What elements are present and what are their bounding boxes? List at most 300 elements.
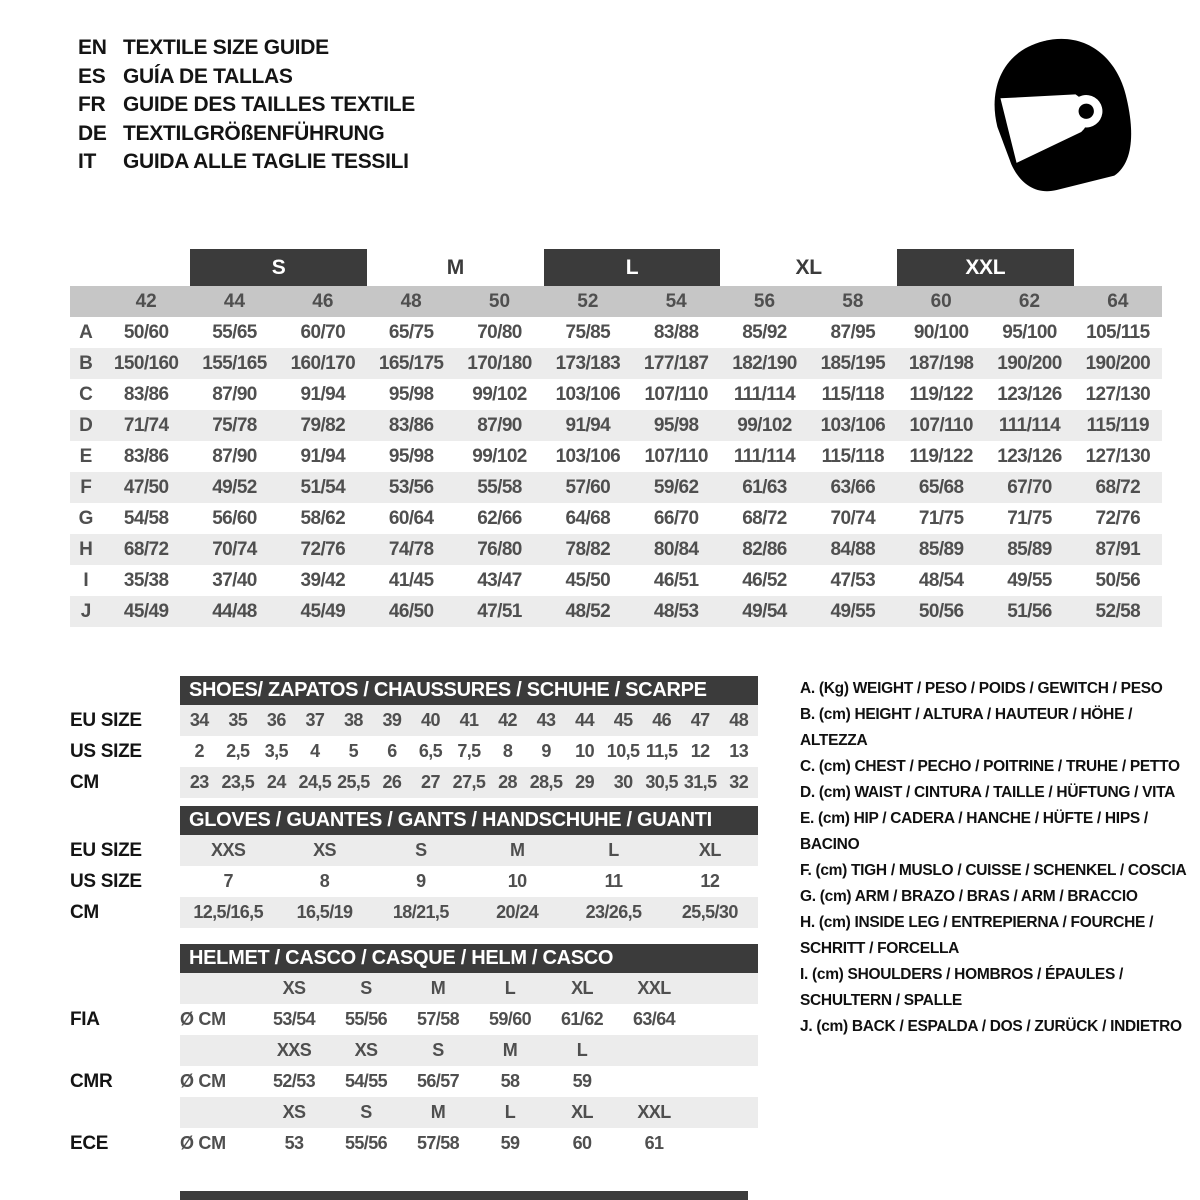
size-column-header: 56 (753, 290, 776, 312)
measurement-cell: 60/64 (388, 507, 434, 529)
helmet-sizes-row (70, 1097, 758, 1128)
shoes-value-cell: 37 (305, 710, 325, 730)
gloves-value-cell: L (608, 840, 619, 860)
shoes-value-cell: 28 (498, 772, 517, 792)
language-row (78, 120, 415, 149)
measurement-cell: 84/88 (830, 538, 876, 560)
measurement-cell: 47/51 (477, 600, 522, 622)
helmet-unit-spacer (180, 1097, 258, 1128)
language-row (78, 91, 415, 120)
measurement-cell: 65/68 (918, 476, 964, 498)
measurement-cell: 83/88 (653, 321, 699, 343)
helmet-value-cell (618, 1066, 690, 1097)
row-key: F (80, 476, 92, 498)
legend-item: E. (cm) HIP / CADERA / HANCHE / HÜFTE / HIPS / BACINO (800, 810, 1148, 853)
measurement-cell: 49/54 (742, 600, 787, 622)
measurement-cell: 68/72 (742, 507, 787, 529)
size-band-row (70, 249, 1162, 286)
size-column-header: 44 (223, 290, 246, 312)
shoes-value-cell: 25,5 (337, 772, 370, 792)
measurement-cell: 72/76 (1095, 507, 1141, 529)
helmet-values (180, 1004, 758, 1035)
measurement-cell: 83/86 (123, 445, 169, 467)
helmet-values-row (70, 1004, 758, 1035)
gloves-value-cell: XL (698, 840, 721, 860)
gloves-value-cell: 8 (319, 871, 330, 891)
helmet-values-row (70, 1128, 758, 1159)
measurement-cell: 47/50 (123, 476, 169, 498)
measurement-cell: 45/49 (123, 600, 169, 622)
shoes-value-cell: 2,5 (226, 741, 250, 761)
helmet-size-header: M (430, 1102, 446, 1122)
helmet-value-cell: 52/53 (272, 1071, 316, 1091)
helmet-value-cell: 60 (572, 1133, 592, 1153)
shoes-value-cell: 24 (266, 772, 286, 792)
measurement-cell: 60/70 (300, 321, 346, 343)
helmet-value-cell: 53 (284, 1133, 304, 1153)
size-column-header: 58 (842, 290, 864, 312)
shoes-value-cell: 28,5 (529, 772, 563, 792)
measurement-cell: 46/51 (653, 569, 699, 591)
measurement-cell: 115/119 (1086, 414, 1150, 436)
helmet-size-table (70, 944, 758, 1159)
language-title: TEXTILGRÖßENFÜHRUNG (123, 121, 385, 145)
shoes-value-cell: 23 (189, 772, 209, 792)
measurement-cell: 107/110 (644, 383, 708, 405)
language-code: ES (78, 64, 106, 88)
measurement-cell: 165/175 (378, 352, 444, 374)
measurement-cell: 56/60 (212, 507, 257, 529)
gloves-value-cell: 12,5/16,5 (193, 902, 263, 922)
helmet-size-header: XXS (276, 1040, 312, 1060)
gloves-value-cell: XS (313, 840, 336, 860)
gloves-row-values (180, 866, 758, 897)
size-band-l: L (544, 249, 721, 286)
measurement-cell: 48/54 (918, 569, 964, 591)
helmet-size-header: S (360, 978, 372, 998)
size-column-header: 42 (135, 290, 157, 312)
language-title: GUIDE DES TAILLES TEXTILE (123, 93, 415, 116)
shoes-value-cell: 29 (575, 772, 594, 792)
measurement-cell: 66/70 (653, 507, 699, 529)
shoes-value-cell: 30 (613, 772, 633, 792)
measurement-cell: 44/48 (212, 600, 257, 622)
helmet-size-header: M (430, 978, 446, 998)
size-column-header: 48 (400, 290, 422, 312)
measurement-cell: 160/170 (290, 352, 356, 374)
gloves-row-label: US SIZE (70, 870, 142, 892)
corner-cell (70, 286, 102, 317)
gloves-row (70, 835, 758, 866)
measurement-cell: 49/55 (830, 600, 876, 622)
gloves-row (70, 866, 758, 897)
helmet-size-header: L (576, 1040, 588, 1060)
measurement-cell: 91/94 (300, 445, 346, 467)
shoes-value-cell: 24,5 (298, 772, 332, 792)
legend-item: G. (cm) ARM / BRAZO / BRAS / ARM / BRACCIO (800, 888, 1138, 905)
helmet-size-header: S (432, 1040, 444, 1060)
measurement-cell: 85/92 (742, 321, 787, 343)
measurement-cell: 85/89 (918, 538, 964, 560)
helmet-sizes-values (180, 973, 758, 1004)
measurement-cell: 68/72 (1095, 476, 1141, 498)
textile-size-table (70, 249, 1162, 627)
helmet-standard-label: FIA (70, 1008, 100, 1030)
helmet-size-header: XXL (637, 978, 671, 998)
row-key: G (78, 507, 94, 529)
shoes-value-cell: 31,5 (683, 772, 717, 792)
gloves-value-cell: 23/26,5 (585, 902, 642, 922)
language-title-block (78, 34, 415, 177)
helmet-sizes-spacer (70, 1035, 180, 1066)
helmet-sizes-row (70, 973, 758, 1004)
measurement-cell: 35/38 (123, 569, 169, 591)
table-row (70, 503, 1162, 534)
measurement-cell: 95/100 (1002, 321, 1057, 343)
shoes-value-cell: 47 (690, 710, 710, 730)
row-key: I (83, 569, 89, 591)
row-key: J (80, 600, 92, 622)
helmet-value-cell: 56/57 (416, 1071, 460, 1091)
measurement-cell: 59/62 (653, 476, 699, 498)
table-row (70, 348, 1162, 379)
measurement-cell: 103/106 (820, 414, 886, 436)
helmet-standard-label: ECE (70, 1132, 109, 1154)
measurement-cell: 70/80 (477, 321, 522, 343)
shoes-value-cell: 43 (536, 710, 556, 730)
helmet-unit-spacer (180, 973, 258, 1004)
table-row (70, 379, 1162, 410)
measurement-cell: 79/82 (300, 414, 346, 436)
measurement-cell: 48/52 (565, 600, 611, 622)
row-key: D (79, 414, 93, 436)
helmet-value-cell: 59/60 (488, 1009, 532, 1029)
gloves-value-cell: 10 (507, 871, 527, 891)
measurement-cell: 80/84 (653, 538, 699, 560)
size-column-header: 64 (1107, 290, 1129, 312)
shoes-row-label: EU SIZE (70, 709, 142, 731)
helmet-value-cell: 53/54 (272, 1009, 316, 1029)
table-row (70, 410, 1162, 441)
language-row (78, 34, 415, 63)
language-title: GUIDA ALLE TAGLIE TESSILI (123, 150, 409, 173)
measurement-cell: 103/106 (555, 383, 621, 405)
measurement-cell: 87/90 (477, 414, 522, 436)
measurement-cell: 37/40 (212, 569, 257, 591)
measurement-cell: 68/72 (123, 538, 169, 560)
cropped-next-section-bar (180, 1191, 748, 1200)
shoes-value-cell: 39 (382, 710, 402, 730)
measurement-cell: 48/53 (653, 600, 699, 622)
measurement-cell: 83/86 (388, 414, 434, 436)
measurement-cell: 95/98 (388, 445, 434, 467)
helmet-size-header: L (504, 978, 516, 998)
shoes-value-cell: 11,5 (645, 741, 678, 761)
language-code: DE (78, 121, 107, 145)
table-row (70, 472, 1162, 503)
shoes-row (70, 736, 758, 767)
measurement-cell: 182/190 (732, 352, 797, 374)
shoes-size-table (70, 676, 758, 798)
measurement-cell: 61/63 (742, 476, 787, 498)
shoes-row-values (180, 767, 758, 798)
measurement-cell: 58/62 (300, 507, 346, 529)
helmet-values-row (70, 1066, 758, 1097)
measurement-cell: 115/118 (821, 383, 885, 405)
shoes-value-cell: 6,5 (418, 741, 443, 761)
measurement-cell: 71/75 (918, 507, 964, 529)
measurement-cell: 41/45 (388, 569, 434, 591)
size-band-xl: XL (795, 255, 822, 279)
measurement-cell: 64/68 (565, 507, 611, 529)
measurement-cell: 51/56 (1007, 600, 1052, 622)
gloves-row-label: CM (70, 901, 99, 923)
measurement-cell: 50/56 (1095, 569, 1141, 591)
measurement-cell: 52/58 (1095, 600, 1141, 622)
shoes-value-cell: 41 (459, 710, 479, 730)
measurement-cell: 43/47 (477, 569, 522, 591)
racing-helmet-icon (972, 22, 1152, 207)
shoes-value-cell: 27,5 (452, 772, 486, 792)
measurement-cell: 155/165 (202, 352, 267, 374)
measurement-cell: 127/130 (1085, 445, 1151, 467)
measurement-cell: 190/200 (997, 352, 1062, 374)
measurement-cell: 87/90 (212, 383, 257, 405)
measurement-cell: 150/160 (113, 352, 179, 374)
shoes-value-cell: 34 (189, 710, 209, 730)
measurement-cell: 103/106 (555, 445, 621, 467)
measurement-cell: 190/200 (1085, 352, 1151, 374)
helmet-size-header: L (504, 1102, 516, 1122)
helmet-size-header: XL (571, 1102, 593, 1122)
gloves-value-cell: 12 (700, 871, 720, 891)
measurement-cell: 87/91 (1095, 538, 1141, 560)
measurement-cell: 39/42 (300, 569, 346, 591)
helmet-size-header (618, 1035, 690, 1066)
gloves-row (70, 897, 758, 928)
size-band-xxl: XXL (897, 249, 1074, 286)
shoes-row-label: US SIZE (70, 740, 142, 762)
measurement-cell: 62/66 (477, 507, 522, 529)
measurement-cell: 111/114 (733, 445, 796, 467)
row-key: H (79, 538, 93, 560)
gloves-value-cell: 20/24 (496, 902, 539, 922)
size-band-m: M (446, 255, 464, 279)
shoes-value-cell: 48 (729, 710, 749, 730)
helmet-value-cell: 54/55 (344, 1071, 388, 1091)
gloves-row-label: EU SIZE (70, 839, 142, 861)
table-row (70, 534, 1162, 565)
gloves-value-cell: S (415, 840, 427, 860)
language-code: EN (78, 36, 107, 59)
helmet-value-cell: 55/56 (344, 1009, 388, 1029)
measurement-cell: 45/49 (300, 600, 346, 622)
helmet-unit-label: Ø CM (180, 1009, 226, 1029)
helmet-sizes-values (180, 1097, 758, 1128)
measurement-cell: 50/60 (123, 321, 169, 343)
measurement-cell: 54/58 (123, 507, 169, 529)
measurement-cell: 177/187 (643, 352, 709, 374)
measurement-cell: 45/50 (565, 569, 611, 591)
measurement-cell: 72/76 (300, 538, 346, 560)
measurement-cell: 127/130 (1085, 383, 1151, 405)
shoes-value-cell: 35 (228, 710, 248, 730)
helmet-table-header: HELMET / CASCO / CASQUE / HELM / CASCO (180, 944, 758, 973)
measurement-cell: 57/60 (565, 476, 611, 498)
gloves-value-cell: 18/21,5 (392, 902, 449, 922)
helmet-value-cell: 55/56 (344, 1133, 388, 1153)
helmet-size-header: S (360, 1102, 372, 1122)
gloves-size-table (70, 806, 758, 928)
measurement-cell: 55/65 (212, 321, 257, 343)
measurement-cell: 185/195 (820, 352, 886, 374)
measurement-legend (800, 676, 1196, 1040)
size-band-s: S (190, 249, 367, 286)
helmet-values (180, 1128, 758, 1159)
helmet-unit-label: Ø CM (180, 1071, 226, 1091)
measurement-cell: 107/110 (909, 414, 973, 436)
legend-item: B. (cm) HEIGHT / ALTURA / HAUTEUR / HÖHE / ALTEZZA (800, 706, 1133, 749)
measurement-cell: 90/100 (913, 321, 969, 343)
shoes-value-cell: 46 (652, 710, 672, 730)
gloves-value-cell: 16,5/19 (296, 902, 353, 922)
shoes-row-values (180, 736, 758, 767)
helmet-size-header: XS (282, 978, 306, 998)
shoes-value-cell: 38 (343, 710, 363, 730)
shoes-value-cell: 26 (382, 772, 402, 792)
legend-item: A. (Kg) WEIGHT / PESO / POIDS / GEWITCH / PESO (800, 680, 1163, 697)
shoes-value-cell: 10 (575, 741, 594, 761)
size-column-header: 52 (577, 290, 599, 312)
measurement-cell: 78/82 (565, 538, 611, 560)
measurement-cell: 49/52 (212, 476, 257, 498)
shoes-row-values (180, 705, 758, 736)
helmet-value-cell: 57/58 (416, 1133, 460, 1153)
measurement-cell: 46/52 (742, 569, 787, 591)
shoes-value-cell: 13 (729, 741, 749, 761)
gloves-value-cell: M (509, 840, 525, 860)
measurement-cell: 187/198 (908, 352, 974, 374)
measurement-cell: 76/80 (477, 538, 522, 560)
shoes-value-cell: 36 (266, 710, 286, 730)
legend-item: F. (cm) TIGH / MUSLO / CUISSE / SCHENKEL / COSCIA (800, 862, 1187, 879)
gloves-row-values (180, 897, 758, 928)
measurement-cell: 49/55 (1007, 569, 1052, 591)
measurement-cell: 123/126 (997, 383, 1062, 405)
shoes-value-cell: 9 (541, 741, 551, 761)
measurement-cell: 74/78 (388, 538, 434, 560)
helmet-value-cell: 61 (644, 1133, 664, 1153)
shoes-value-cell: 40 (421, 710, 440, 730)
measurement-cell: 99/102 (737, 414, 792, 436)
shoes-row (70, 705, 758, 736)
measurement-cell: 55/58 (477, 476, 522, 498)
measurement-cell: 75/78 (212, 414, 257, 436)
measurement-cell: 53/56 (388, 476, 434, 498)
table-row (70, 441, 1162, 472)
measurement-cell: 173/183 (555, 352, 621, 374)
helmet-size-header: XXL (637, 1102, 671, 1122)
shoes-value-cell: 30,5 (645, 772, 678, 792)
shoes-value-cell: 2 (194, 741, 204, 761)
language-row (78, 148, 415, 177)
table-row (70, 317, 1162, 348)
helmet-value-cell: 58 (500, 1071, 520, 1091)
measurement-cell: 99/102 (472, 445, 527, 467)
shoes-value-cell: 12 (690, 741, 710, 761)
row-key: E (79, 445, 93, 467)
measurement-cell: 105/115 (1086, 321, 1150, 343)
measurement-cell: 115/118 (821, 445, 885, 467)
measurement-cell: 75/85 (565, 321, 611, 343)
measurement-cell: 71/75 (1007, 507, 1052, 529)
shoes-row (70, 767, 758, 798)
helmet-value-cell: 57/58 (416, 1009, 460, 1029)
shoes-value-cell: 7,5 (457, 741, 481, 761)
numeric-size-header-row (70, 286, 1162, 317)
measurement-cell: 95/98 (388, 383, 434, 405)
legend-item: D. (cm) WAIST / CINTURA / TAILLE / HÜFTUNG / VITA (800, 784, 1176, 801)
gloves-table-header: GLOVES / GUANTES / GANTS / HANDSCHUHE / GUANTI (180, 806, 758, 835)
helmet-sizes-spacer (70, 1097, 180, 1128)
shoes-value-cell: 3,5 (264, 741, 288, 761)
helmet-size-header: XL (571, 978, 593, 998)
row-key: B (79, 352, 93, 374)
language-code: IT (78, 150, 97, 173)
measurement-cell: 85/89 (1007, 538, 1052, 560)
measurement-cell: 170/180 (467, 352, 532, 374)
table-row (70, 565, 1162, 596)
helmet-size-header: M (502, 1040, 518, 1060)
shoes-row-label: CM (70, 771, 99, 793)
legend-item: J. (cm) BACK / ESPALDA / DOS / ZURÜCK / INDIETRO (800, 1018, 1182, 1035)
size-column-header: 60 (930, 290, 952, 312)
helmet-standard-label: CMR (70, 1070, 113, 1092)
measurement-cell: 91/94 (565, 414, 611, 436)
measurement-cell: 63/66 (830, 476, 876, 498)
size-column-header: 46 (312, 290, 334, 312)
measurement-cell: 99/102 (472, 383, 527, 405)
shoes-table-header: SHOES/ ZAPATOS / CHAUSSURES / SCHUHE / SCARPE (180, 676, 758, 705)
helmet-sizes-values (180, 1035, 758, 1066)
size-column-header: 54 (665, 290, 687, 312)
measurement-cell: 111/114 (998, 414, 1061, 436)
measurement-cell: 87/90 (212, 445, 257, 467)
shoes-value-cell: 42 (498, 710, 517, 730)
shoes-value-cell: 5 (348, 741, 359, 761)
helmet-value-cell: 59 (500, 1133, 520, 1153)
size-column-header: 62 (1018, 290, 1041, 312)
measurement-cell: 70/74 (212, 538, 257, 560)
gloves-value-cell: 7 (223, 871, 233, 891)
measurement-cell: 87/95 (830, 321, 876, 343)
measurement-cell: 111/114 (733, 383, 796, 405)
helmet-value-cell: 61/62 (560, 1009, 604, 1029)
measurement-cell: 67/70 (1007, 476, 1052, 498)
helmet-value-cell: 59 (572, 1071, 592, 1091)
measurement-cell: 47/53 (830, 569, 876, 591)
gloves-value-cell: XXS (211, 840, 246, 860)
measurement-cell: 95/98 (653, 414, 699, 436)
helmet-size-header: XS (354, 1040, 378, 1060)
helmet-value-cell: 63/64 (632, 1009, 676, 1029)
helmet-sizes-row (70, 1035, 758, 1066)
measurement-cell: 51/54 (300, 476, 346, 498)
size-column-header: 50 (488, 290, 511, 312)
legend-item: H. (cm) INSIDE LEG / ENTREPIERNA / FOURCHE / SCHRITT / FORCELLA (800, 914, 1154, 957)
measurement-cell: 65/75 (388, 321, 434, 343)
measurement-cell: 83/86 (123, 383, 169, 405)
